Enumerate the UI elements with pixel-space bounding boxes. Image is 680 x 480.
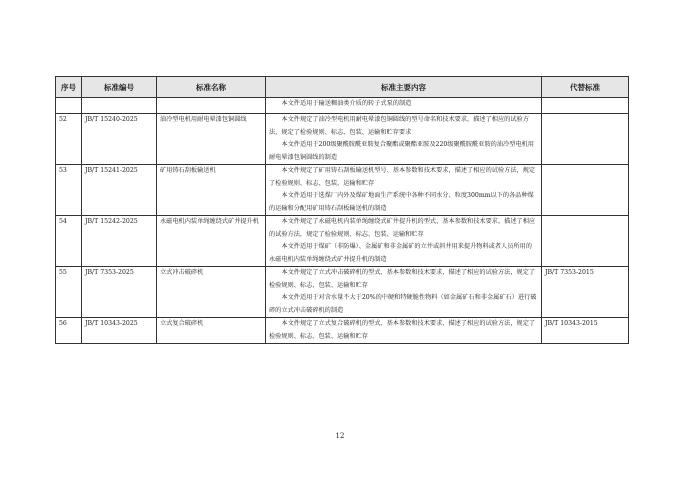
header-standard-name: 标准名称 — [157, 77, 266, 98]
content-paragraph: 本文件规定了永磁电机内装单绳缠绕式矿井提升机的型式、基本参数和技术要求，描述了相应的试验方法，规定了检验规则、标志、包装、运输和贮存 — [269, 218, 536, 238]
standards-table — [55, 76, 629, 344]
cell-content — [266, 216, 542, 267]
header-serial-number: 序号 — [56, 77, 82, 98]
table-row-continuation — [56, 98, 629, 114]
cell-number: 52 — [56, 114, 82, 165]
cell-number: 54 — [56, 216, 82, 267]
header-replaced-standard: 代替标准 — [542, 77, 629, 98]
cell-name: 永磁电机内装单绳缠绕式矿井提升机 — [157, 216, 266, 267]
cell-empty — [542, 98, 629, 114]
cell-content — [266, 165, 542, 216]
table-header-row — [56, 77, 629, 98]
cell-code: JB/T 7353-2025 — [82, 267, 157, 318]
cell-replaces: JB/T 10343-2015 — [542, 318, 629, 344]
content-paragraph: 本文件规定了立式复合破碎机的型式、基本参数和技术要求，描述了相应的试验方法，规定了检验规则、标志、包装、运输和贮存 — [269, 320, 536, 340]
cell-name: 立式复合破碎机 — [157, 318, 266, 344]
cell-name: 矿用铸石刮板输送机 — [157, 165, 266, 216]
cell-replaces: JB/T 7353-2015 — [542, 267, 629, 318]
cell-content — [266, 318, 542, 344]
content-paragraph: 本文件适用于煤矿（非防爆）、金属矿和非金属矿的立井或斜井用来提升物料或者人员所用的永磁电机内装单绳缠绕式矿井提升机的制造 — [269, 243, 532, 263]
cell-empty — [82, 98, 157, 114]
table-row — [56, 216, 629, 267]
cell-code: JB/T 10343-2025 — [82, 318, 157, 344]
cell-content — [266, 98, 542, 114]
cell-replaces — [542, 114, 629, 165]
cell-content — [266, 267, 542, 318]
content-paragraph: 本文件规定了立式冲击破碎机的型式、基本参数和技术要求，描述了相应的试验方法，规定了检验规则、标志、包装、运输和贮存 — [269, 269, 536, 289]
table-row — [56, 318, 629, 344]
content-paragraph: 本文件适用于200级聚酰胺酰亚胺复合聚酯或聚酯亚胺及220级聚酰胺酰亚胺的油冷型电机用耐电晕漆包铜圆线的制造 — [269, 141, 534, 161]
cell-code: JB/T 15240-2025 — [82, 114, 157, 165]
page-number: 12 — [335, 432, 345, 440]
cell-replaces — [542, 165, 629, 216]
cell-number: 53 — [56, 165, 82, 216]
header-main-content: 标准主要内容 — [266, 77, 542, 98]
cell-empty — [157, 98, 266, 114]
cell-number: 55 — [56, 267, 82, 318]
content-paragraph: 本文件适用于对含水量不大于20%的中硬和特硬脆性物料（如金属矿石和非金属矿石）进行破碎的立式冲击破碎机的制造 — [269, 294, 537, 314]
content-paragraph: 本文件适用于选煤厂内外及煤矿地面生产系统中各种不同水分、粒度300mm以下的各品种煤的运输和分配用矿用铸石刮板输送机的制造 — [269, 192, 534, 212]
cell-number: 56 — [56, 318, 82, 344]
header-standard-code: 标准编号 — [82, 77, 157, 98]
cell-content — [266, 114, 542, 165]
content-paragraph: 本文件规定了油冷型电机用耐电晕漆包铜圆线的型号命名和技术要求，描述了相应的试验方法，规定了检验规则、标志、包装、运输和贮存要求 — [269, 116, 529, 136]
table-row — [56, 114, 629, 165]
table-row — [56, 267, 629, 318]
content-paragraph: 本文件适用于输送稠油类介质的转子式泵的制造 — [281, 100, 412, 107]
table-row — [56, 165, 629, 216]
content-paragraph: 本文件规定了矿用铸石刮板输送机型号、基本参数和技术要求，描述了相应的试验方法，规定了检验规则、标志、包装、运输和贮存 — [269, 167, 536, 187]
cell-replaces — [542, 216, 629, 267]
cell-name: 油冷型电机用耐电晕漆包铜圆线 — [157, 114, 266, 165]
cell-code: JB/T 15241-2025 — [82, 165, 157, 216]
cell-code: JB/T 15242-2025 — [82, 216, 157, 267]
cell-name: 立式冲击破碎机 — [157, 267, 266, 318]
cell-empty — [56, 98, 82, 114]
